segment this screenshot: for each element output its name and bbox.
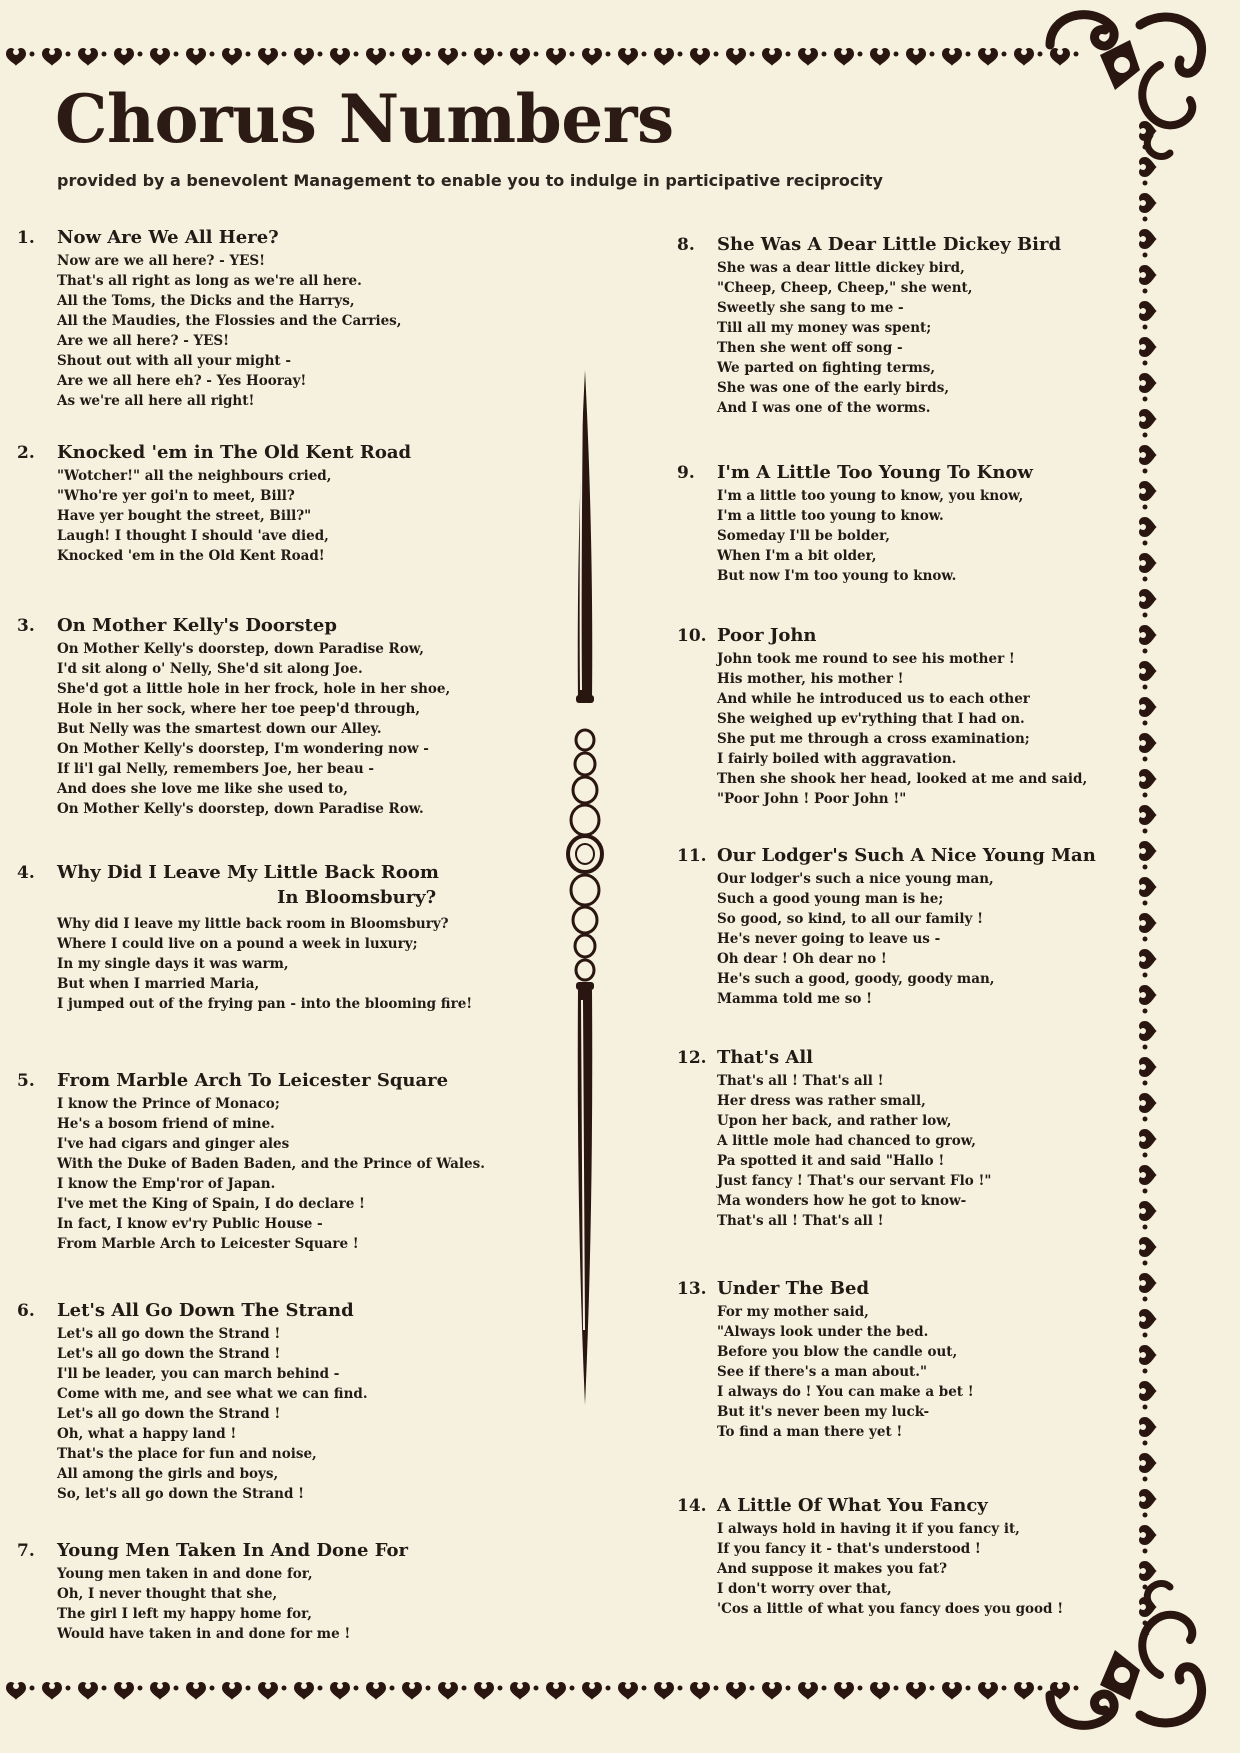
song-4 xyxy=(17,860,473,1014)
lyric-line: I know the Prince of Monaco; xyxy=(57,1096,280,1112)
lyric-line: If li'l gal Nelly, remembers Joe, her beau - xyxy=(57,761,374,777)
lyric-line: She weighed up ev'rything that I had on. xyxy=(717,711,1025,727)
song-number: 14. xyxy=(677,1496,707,1516)
lyric-line: I jumped out of the frying pan - into the blooming fire! xyxy=(57,996,473,1012)
lyric-line: Her dress was rather small, xyxy=(717,1093,926,1109)
right-heart-border-icon xyxy=(1125,115,1165,1635)
lyric-line: So good, so kind, to all our family ! xyxy=(717,911,984,927)
lyric-line: Oh, what a happy land ! xyxy=(57,1426,237,1442)
lyric-line: Why did I leave my little back room in Bloomsbury? xyxy=(57,916,449,932)
lyric-line: Mamma told me so ! xyxy=(717,991,873,1007)
lyric-line: Then she went off song - xyxy=(717,340,903,356)
song-3 xyxy=(17,613,451,819)
lyric-line: I'm a little too young to know. xyxy=(717,508,944,524)
song-number: 7. xyxy=(17,1541,35,1561)
lyric-line: All among the girls and boys, xyxy=(57,1466,279,1482)
lyric-line: Are we all here? - YES! xyxy=(57,333,230,349)
lyric-line: But Nelly was the smartest down our Alley. xyxy=(57,721,382,737)
song-12 xyxy=(677,1045,992,1231)
lyric-line: John took me round to see his mother ! xyxy=(717,651,1015,667)
lyric-line: And suppose it makes you fat? xyxy=(717,1561,948,1577)
lyric-line: On Mother Kelly's doorstep, I'm wondering now - xyxy=(57,741,429,757)
song-title: Why Did I Leave My Little Back Room xyxy=(57,862,439,883)
lyric-line: He's such a good, goody, goody man, xyxy=(717,971,995,987)
lyric-line: Let's all go down the Strand ! xyxy=(57,1346,281,1362)
song-title: A Little Of What You Fancy xyxy=(717,1495,988,1516)
lyric-line: But now I'm too young to know. xyxy=(717,568,957,584)
song-title: Under The Bed xyxy=(717,1278,870,1299)
lyric-line: Where I could live on a pound a week in luxury; xyxy=(57,936,418,952)
lyric-line: Knocked 'em in the Old Kent Road! xyxy=(57,548,325,564)
song-13 xyxy=(677,1276,974,1442)
lyric-line: Till all my money was spent; xyxy=(717,320,932,336)
song-title: From Marble Arch To Leicester Square xyxy=(57,1070,449,1091)
lyric-line: As we're all here all right! xyxy=(57,393,255,409)
song-title: Now Are We All Here? xyxy=(57,227,279,248)
song-title: Knocked 'em in The Old Kent Road xyxy=(57,442,412,463)
lyric-line: Upon her back, and rather low, xyxy=(717,1113,952,1129)
lyric-line: Now are we all here? - YES! xyxy=(57,253,266,269)
lyric-line: I fairly boiled with aggravation. xyxy=(717,751,957,767)
lyric-line: In fact, I know ev'ry Public House - xyxy=(57,1216,323,1232)
song-number: 9. xyxy=(677,463,695,483)
lyric-line: He's a bosom friend of mine. xyxy=(57,1116,275,1132)
lyric-line: Laugh! I thought I should 'ave died, xyxy=(57,528,329,544)
lyric-line: I'll be leader, you can march behind - xyxy=(57,1366,340,1382)
lyric-line: I always hold in having it if you fancy it, xyxy=(717,1521,1020,1537)
lyric-line: Ma wonders how he got to know- xyxy=(717,1193,967,1209)
lyric-line: That's all ! That's all ! xyxy=(717,1073,884,1089)
song-number: 6. xyxy=(17,1301,35,1321)
song-10 xyxy=(677,623,1088,809)
lyric-line: So, let's all go down the Strand ! xyxy=(57,1486,305,1502)
lyric-line: I know the Emp'ror of Japan. xyxy=(57,1176,276,1192)
lyric-line: Before you blow the candle out, xyxy=(717,1344,958,1360)
lyric-line: On Mother Kelly's doorstep, down Paradise Row. xyxy=(57,801,424,817)
song-number: 13. xyxy=(677,1279,707,1299)
lyric-line: His mother, his mother ! xyxy=(717,671,904,687)
lyric-line: I've met the King of Spain, I do declare ! xyxy=(57,1196,365,1212)
lyric-line: For my mother said, xyxy=(717,1304,869,1320)
lyric-line: That's the place for fun and noise, xyxy=(57,1446,317,1462)
lyric-line: Oh, I never thought that she, xyxy=(57,1586,278,1602)
top-right-corner-flourish-icon xyxy=(1040,5,1220,165)
song-2 xyxy=(17,440,412,566)
bottom-right-corner-flourish-icon xyxy=(1040,1575,1220,1735)
lyric-line: Oh dear ! Oh dear no ! xyxy=(717,951,887,967)
lyric-line: But when I married Maria, xyxy=(57,976,260,992)
lyric-line: In my single days it was warm, xyxy=(57,956,289,972)
lyric-line: Let's all go down the Strand ! xyxy=(57,1326,281,1342)
song-8 xyxy=(677,232,1062,418)
lyric-line: I'd sit along o' Nelly, She'd sit along Joe. xyxy=(57,661,363,677)
lyric-line: 'Cos a little of what you fancy does you good ! xyxy=(717,1601,1064,1617)
lyric-line: I always do ! You can make a bet ! xyxy=(717,1384,974,1400)
lyric-line: Would have taken in and done for me ! xyxy=(57,1626,351,1642)
lyric-line: Just fancy ! That's our servant Flo !" xyxy=(717,1173,992,1189)
lyric-line: A little mole had chanced to grow, xyxy=(717,1133,976,1149)
lyric-line: She was a dear little dickey bird, xyxy=(717,260,965,276)
lyric-line: And does she love me like she used to, xyxy=(57,781,348,797)
song-number: 1. xyxy=(17,228,35,248)
lyric-line: Such a good young man is he; xyxy=(717,891,944,907)
spindle-divider-icon xyxy=(560,370,610,1405)
song-title: Poor John xyxy=(717,625,817,646)
lyric-line: She was one of the early birds, xyxy=(717,380,950,396)
page-title: Chorus Numbers xyxy=(55,80,674,158)
page-subtitle: provided by a benevolent Management to enable you to indulge in participative reciprocity xyxy=(57,171,883,190)
lyric-line: "Always look under the bed. xyxy=(717,1324,929,1340)
lyric-line: I'm a little too young to know, you know, xyxy=(717,488,1024,504)
lyric-line: I don't worry over that, xyxy=(717,1581,892,1597)
song-number: 11. xyxy=(677,846,707,866)
lyric-line: He's never going to leave us - xyxy=(717,931,941,947)
lyric-line: And I was one of the worms. xyxy=(717,400,931,416)
song-title: Our Lodger's Such A Nice Young Man xyxy=(717,845,1096,866)
lyric-line: She'd got a little hole in her frock, hole in her shoe, xyxy=(57,681,451,697)
lyric-line: She put me through a cross examination; xyxy=(717,731,1030,747)
lyric-line: On Mother Kelly's doorstep, down Paradise Row, xyxy=(57,641,424,657)
lyric-line: Hole in her sock, where her toe peep'd through, xyxy=(57,701,421,717)
lyric-line: To find a man there yet ! xyxy=(717,1424,903,1440)
song-number: 3. xyxy=(17,616,35,636)
bottom-heart-border-icon xyxy=(0,1672,1080,1704)
lyric-line: I've had cigars and ginger ales xyxy=(57,1136,290,1152)
lyric-line: Come with me, and see what we can find. xyxy=(57,1386,368,1402)
song-14 xyxy=(677,1493,1064,1619)
lyric-line: Have yer bought the street, Bill?" xyxy=(57,508,312,524)
song-number: 12. xyxy=(677,1048,707,1068)
lyric-line: See if there's a man about." xyxy=(717,1364,928,1380)
lyric-line: Our lodger's such a nice young man, xyxy=(717,871,994,887)
lyric-line: "Cheep, Cheep, Cheep," she went, xyxy=(717,280,973,296)
song-1 xyxy=(17,225,402,411)
song-title: I'm A Little Too Young To Know xyxy=(717,462,1033,483)
lyric-line: Shout out with all your might - xyxy=(57,353,291,369)
lyric-line: Let's all go down the Strand ! xyxy=(57,1406,281,1422)
lyric-line: That's all right as long as we're all here. xyxy=(57,273,362,289)
song-number: 5. xyxy=(17,1071,35,1091)
lyric-line: Young men taken in and done for, xyxy=(57,1566,313,1582)
lyric-line: From Marble Arch to Leicester Square ! xyxy=(57,1236,359,1252)
song-7 xyxy=(17,1538,409,1644)
lyric-line: But it's never been my luck- xyxy=(717,1404,930,1420)
lyric-line: We parted on fighting terms, xyxy=(717,360,936,376)
song-number: 4. xyxy=(17,863,35,883)
lyric-line: "Wotcher!" all the neighbours cried, xyxy=(57,468,332,484)
lyric-line: Sweetly she sang to me - xyxy=(717,300,904,316)
lyric-line: All the Maudies, the Flossies and the Carries, xyxy=(57,313,402,329)
song-11 xyxy=(677,843,1096,1009)
song-6 xyxy=(17,1298,368,1504)
lyric-line: All the Toms, the Dicks and the Harrys, xyxy=(57,293,355,309)
lyric-line: "Poor John ! Poor John !" xyxy=(717,791,907,807)
lyric-line: Someday I'll be bolder, xyxy=(717,528,890,544)
song-title-continued: In Bloomsbury? xyxy=(277,887,437,908)
song-title: Young Men Taken In And Done For xyxy=(57,1540,409,1561)
song-title: She Was A Dear Little Dickey Bird xyxy=(717,234,1062,255)
lyric-line: "Who're yer goi'n to meet, Bill? xyxy=(57,488,295,504)
lyric-line: With the Duke of Baden Baden, and the Prince of Wales. xyxy=(57,1156,485,1172)
song-number: 10. xyxy=(677,626,707,646)
song-number: 2. xyxy=(17,443,35,463)
lyric-line: Pa spotted it and said "Hallo ! xyxy=(717,1153,945,1169)
lyric-line: Then she shook her head, looked at me and said, xyxy=(717,771,1088,787)
song-title: On Mother Kelly's Doorstep xyxy=(57,615,337,636)
song-9 xyxy=(677,460,1033,586)
lyric-line: Are we all here eh? - Yes Hooray! xyxy=(57,373,307,389)
lyric-line: The girl I left my happy home for, xyxy=(57,1606,312,1622)
lyric-line: And while he introduced us to each other xyxy=(717,691,1030,707)
song-5 xyxy=(17,1068,485,1254)
top-heart-border-icon xyxy=(0,38,1080,70)
song-number: 8. xyxy=(677,235,695,255)
lyric-line: That's all ! That's all ! xyxy=(717,1213,884,1229)
lyric-line: When I'm a bit older, xyxy=(717,548,877,564)
song-title: That's All xyxy=(717,1047,814,1068)
lyric-line: If you fancy it - that's understood ! xyxy=(717,1541,981,1557)
song-title: Let's All Go Down The Strand xyxy=(57,1300,354,1321)
